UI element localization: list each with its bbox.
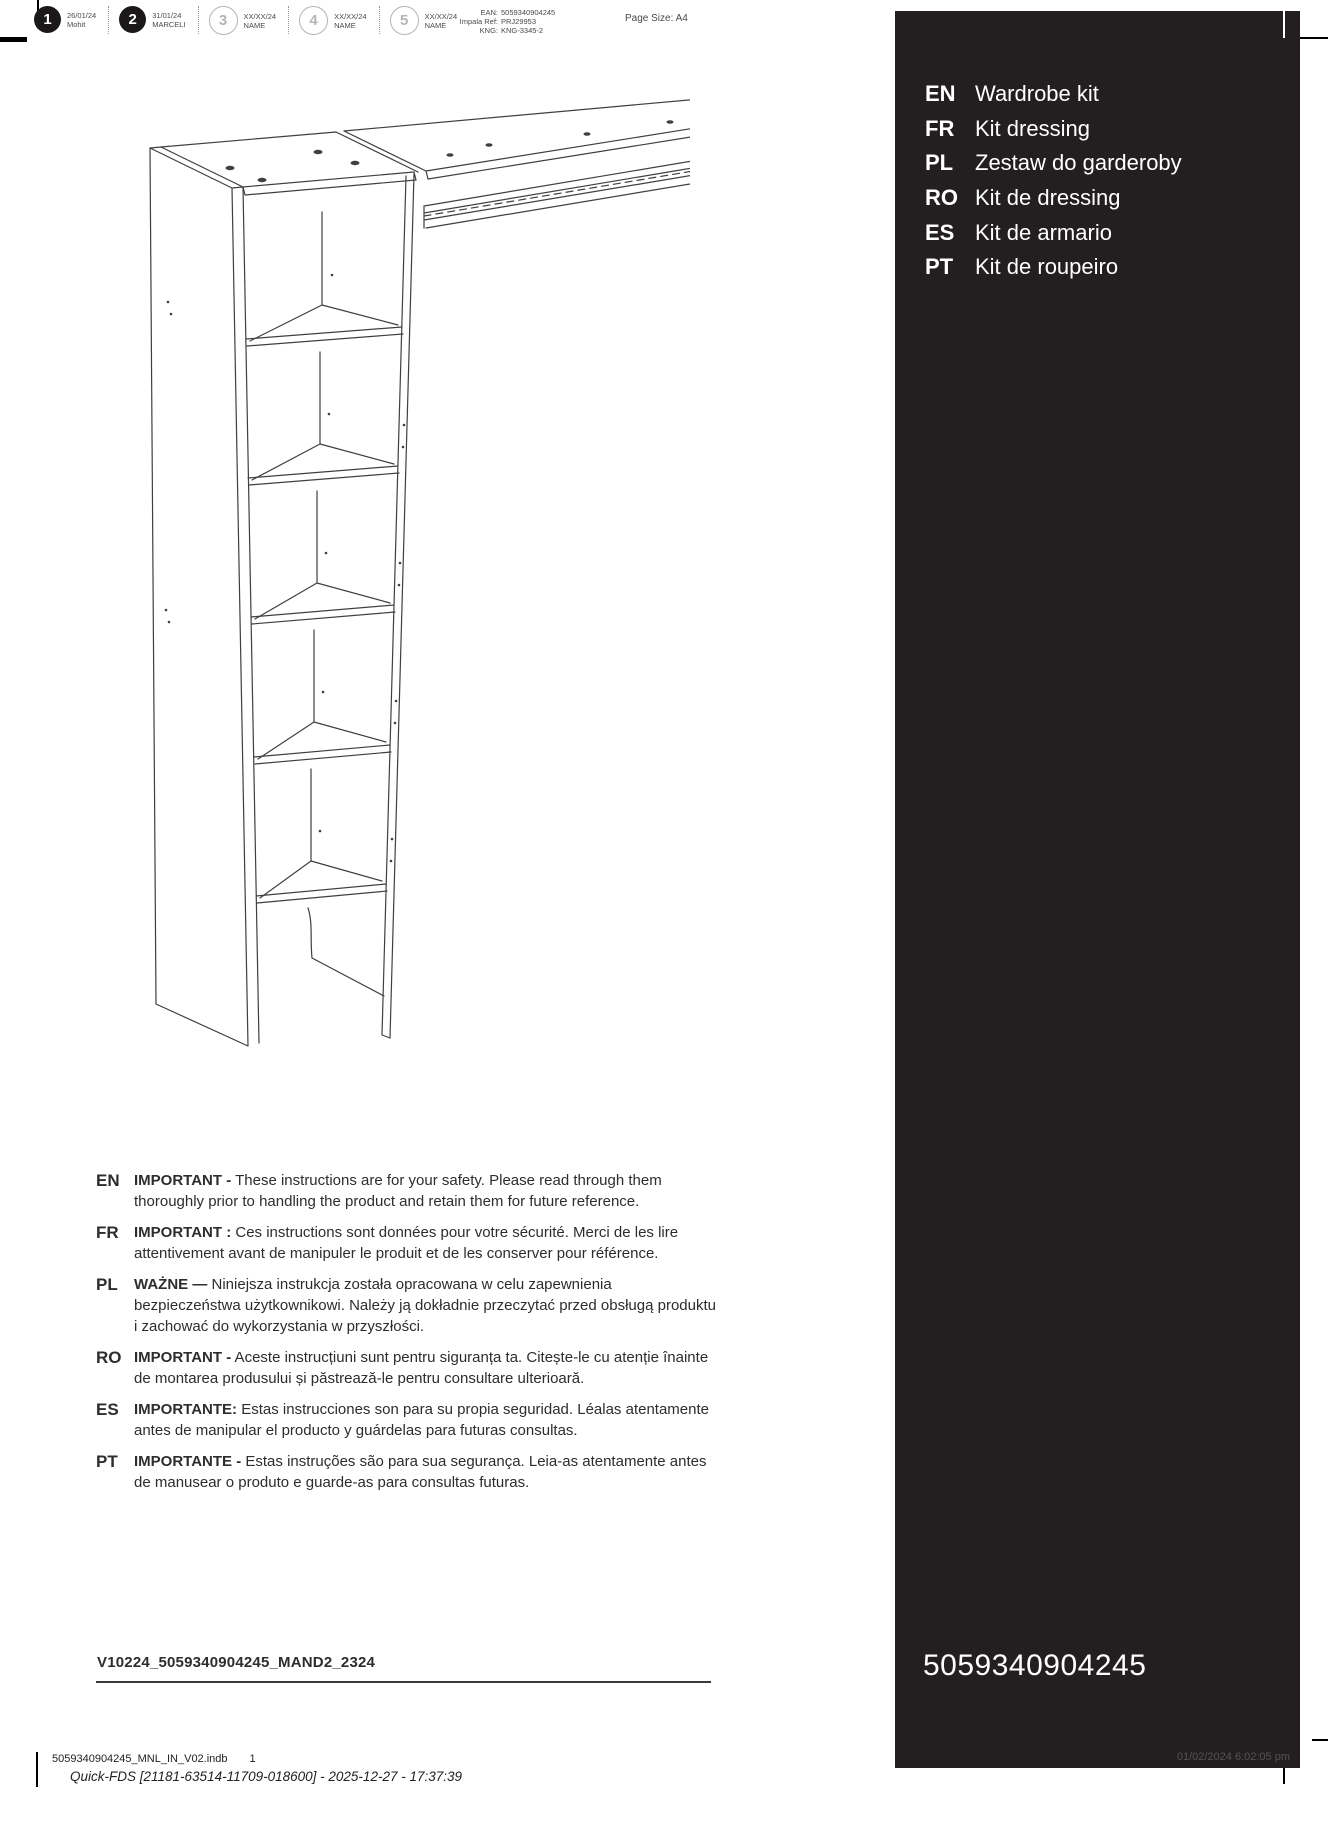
language-code-pl: PL	[925, 150, 954, 176]
notice-fr	[96, 1222, 721, 1264]
page-size-label: Page Size: A4	[625, 13, 688, 24]
notice-pl-body: Niniejsza instrukcja została opracowana w celu zapewnienia bezpieczeństwa użytkownikowi. Należy ją dokładnie przeczytać przed obsługą produktu i zachować do wykorzystania w przyszłości.	[134, 1276, 716, 1335]
language-title-pt: Kit de roupeiro	[975, 254, 1119, 280]
footer-quickfds-line: Quick-FDS [21181-63514-11709-018600] - 2025-12-27 - 17:37:39	[70, 1769, 463, 1784]
ref-ean-value: 5059340904245	[501, 8, 556, 17]
diagram-compartment-4-back	[258, 630, 386, 759]
notice-es-lead: IMPORTANTE:	[134, 1401, 238, 1418]
revision-1-date: 26/01/24	[67, 10, 97, 20]
language-title-fr: Kit dressing	[975, 115, 1090, 141]
safety-notices	[96, 1170, 721, 1503]
revision-2-name: MARCELI	[152, 19, 186, 29]
revision-2-date: 31/01/24	[152, 10, 182, 20]
diagram-pilot-holes	[165, 274, 406, 863]
language-code-es: ES	[925, 219, 955, 245]
fold-mark-top-left-bar	[0, 37, 27, 42]
notice-ro	[96, 1347, 721, 1389]
notice-pl-text	[134, 1274, 719, 1337]
language-code-en: EN	[925, 81, 956, 107]
notice-ro-lead: IMPORTANT -	[134, 1349, 232, 1366]
diagram-hanging-rail	[424, 152, 690, 228]
notice-en-lead: IMPORTANT -	[134, 1172, 232, 1189]
diagram-shelf-1	[246, 327, 403, 346]
revision-4-meta	[334, 12, 367, 30]
revision-1-name: Mohit	[67, 19, 86, 29]
language-code-pt: PT	[925, 254, 954, 280]
revision-5-date: XX/XX/24	[424, 11, 458, 21]
revision-1-badge: 1	[34, 6, 61, 33]
ref-impala-label: Impala Ref:	[459, 17, 498, 26]
notice-en-text	[134, 1170, 719, 1212]
language-band	[895, 11, 1300, 1768]
notice-ro-body: Aceste instrucțiuni sunt pentru siguranța ta. Citește-le cu atenție înainte de montarea produsului și păstrează-le pentru consultare ulterioară.	[134, 1349, 709, 1387]
language-title-pl: Zestaw do garderoby	[975, 150, 1182, 176]
version-rule	[96, 1681, 711, 1683]
notice-fr-text	[134, 1222, 719, 1264]
notice-pl	[96, 1274, 721, 1337]
revision-1-meta	[67, 11, 96, 29]
diagram-shelf-2	[248, 466, 399, 485]
notice-pt-text	[134, 1451, 719, 1493]
revision-4	[299, 6, 367, 35]
ref-impala-value: PRJ29953	[501, 17, 537, 26]
revision-3-badge: 3	[209, 6, 238, 35]
notice-pl-code: PL	[96, 1275, 118, 1294]
footer-file-line	[52, 1753, 256, 1765]
revision-1	[34, 6, 96, 33]
ref-kng	[452, 26, 555, 35]
ref-kng-label: KNG:	[479, 26, 498, 35]
diagram-compartment-5-back	[260, 769, 382, 898]
revision-2-meta	[152, 11, 185, 29]
notice-ro-text	[134, 1347, 719, 1389]
notice-pt-body: Estas instruções são para sua segurança. Leia-as atentamente antes de manusear o produto e guarde-as para consultas futuras.	[134, 1453, 707, 1491]
diagram-compartment-6-back	[308, 908, 384, 996]
notice-en	[96, 1170, 721, 1212]
diagram-shelf-3	[251, 605, 395, 624]
notice-fr-code: FR	[96, 1223, 119, 1242]
diagram-top-shelf	[344, 97, 690, 179]
language-title-ro: Kit de dressing	[975, 185, 1121, 211]
notice-pt-lead: IMPORTANTE -	[134, 1453, 242, 1470]
language-row-pt	[925, 250, 1182, 285]
language-list	[925, 77, 1182, 285]
ref-ean-label: EAN:	[480, 8, 498, 17]
revision-5-name: NAME	[424, 20, 447, 30]
diagram-compartment-1-back	[250, 212, 398, 341]
crop-mark-top-right-horizontal	[1300, 37, 1328, 39]
crop-mark-bottom-left-vertical	[36, 1752, 38, 1787]
revision-2-badge: 2	[119, 6, 146, 33]
diagram-compartment-2-back	[252, 352, 394, 480]
diagram-top-holes	[226, 120, 674, 182]
version-code: V10224_5059340904245_MAND2_2324	[97, 1654, 376, 1671]
crop-mark-top-right-vertical	[1283, 11, 1285, 38]
footer-file-name: 5059340904245_MNL_IN_V02.indb	[52, 1753, 228, 1765]
crop-mark-bottom-right-vertical	[1283, 1768, 1285, 1784]
language-row-pl	[925, 146, 1182, 181]
revision-5	[390, 6, 458, 35]
notice-en-body: These instructions are for your safety. Please read through them thoroughly prior to handling the product and retain them for future reference.	[134, 1172, 662, 1210]
notice-pt	[96, 1451, 721, 1493]
footer-page-number: 1	[249, 1753, 256, 1765]
diagram-compartment-3-back	[255, 491, 390, 619]
notice-fr-lead: IMPORTANT :	[134, 1224, 232, 1241]
notice-es-text	[134, 1399, 719, 1441]
language-code-fr: FR	[925, 115, 955, 141]
revision-3	[209, 6, 277, 35]
revision-4-badge: 4	[299, 6, 328, 35]
language-row-fr	[925, 112, 1182, 147]
diagram-rail-hatch	[424, 162, 690, 216]
revision-3-date: XX/XX/24	[243, 11, 277, 21]
revision-separator	[108, 6, 109, 34]
revision-4-date: XX/XX/24	[334, 11, 367, 21]
diagram-top-panel	[161, 131, 426, 195]
ref-ean	[452, 8, 555, 17]
barcode-number: 5059340904245	[923, 1649, 1147, 1682]
notice-pl-lead: WAŻNE —	[134, 1276, 208, 1293]
product-reference-block	[452, 8, 555, 35]
revision-5-badge: 5	[390, 6, 419, 35]
language-row-ro	[925, 181, 1182, 216]
notice-fr-body: Ces instructions sont données pour votre sécurité. Merci de les lire attentivement avant de manipuler le produit et de les conserver pour référence.	[134, 1224, 679, 1262]
notice-ro-code: RO	[96, 1348, 122, 1367]
revision-3-meta	[244, 12, 277, 30]
notice-pt-code: PT	[96, 1452, 118, 1471]
language-code-ro: RO	[925, 185, 958, 211]
language-row-en	[925, 77, 1182, 112]
notice-es	[96, 1399, 721, 1441]
revision-separator	[198, 6, 199, 34]
ref-kng-value: KNG-3345-2	[501, 26, 544, 35]
language-title-en: Wardrobe kit	[975, 81, 1099, 107]
language-row-es	[925, 215, 1182, 250]
ref-impala	[452, 17, 555, 26]
revision-3-name: NAME	[243, 20, 266, 30]
notice-en-code: EN	[96, 1171, 120, 1190]
language-title-es: Kit de armario	[975, 219, 1112, 245]
revision-2	[119, 6, 185, 33]
band-timestamp: 01/02/2024 6:02:05 pm	[1176, 1751, 1290, 1763]
wardrobe-kit-diagram	[110, 95, 690, 1055]
revision-separator	[379, 6, 380, 34]
revision-4-name: NAME	[334, 20, 356, 30]
revision-separator	[288, 6, 289, 34]
crop-mark-bottom-right-horizontal	[1312, 1739, 1328, 1741]
revision-header	[34, 6, 467, 35]
diagram-left-panel	[150, 147, 259, 1046]
notice-es-code: ES	[96, 1400, 119, 1419]
notice-es-body: Estas instrucciones son para su propia seguridad. Léalas atentamente antes de manipular el producto y guárdelas para futuras consultas.	[134, 1401, 709, 1439]
